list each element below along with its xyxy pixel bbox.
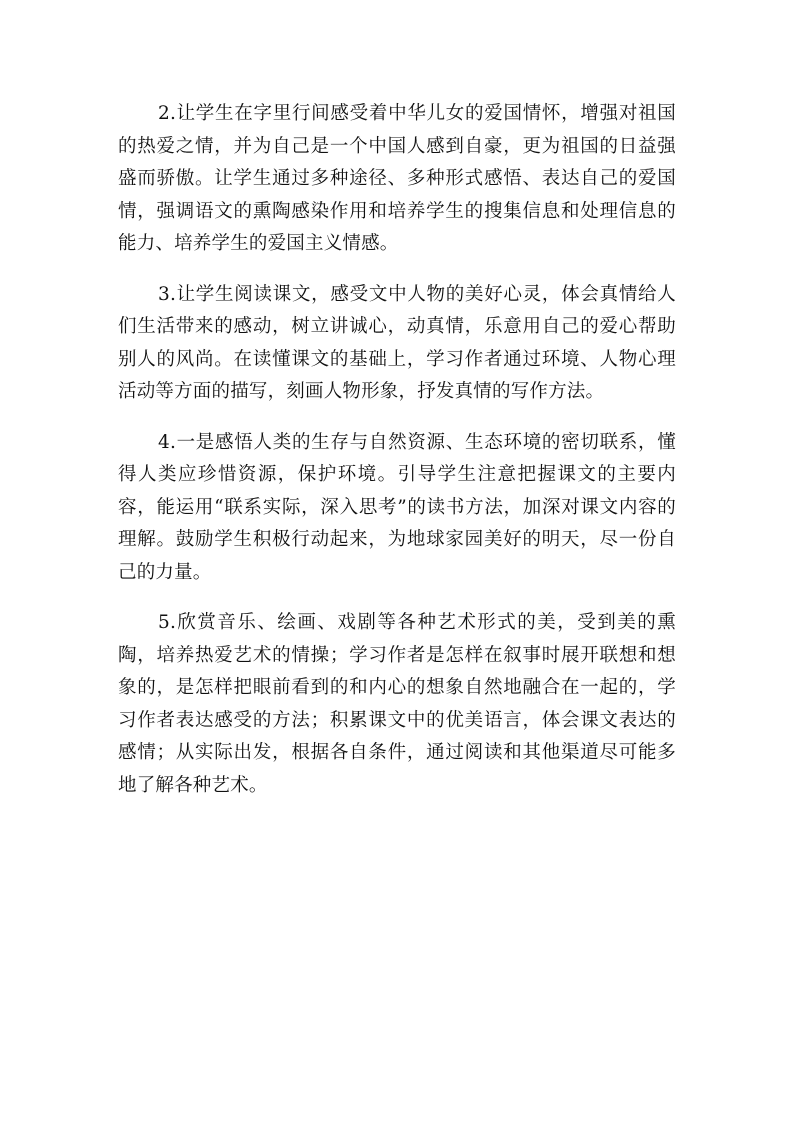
paragraph-5: 5.欣赏音乐、绘画、戏剧等各种艺术形式的美，受到美的熏陶，培养热爱艺术的情操；学习作者是怎样在叙事时展开联想和想象的，是怎样把眼前看到的和内心的想象自然地融合在一起的，学习作者表达感受的方法；积累课文中的优美语言，体会课文表达的感情；从实际出发，根据各自条件，通过阅读和其他渠道尽可能多地了解各种艺术。	[118, 612, 676, 796]
paragraph-3: 3.让学生阅读课文，感受文中人物的美好心灵，体会真情给人们生活带来的感动，树立讲诚心，动真情，乐意用自己的爱心帮助别人的风尚。在读懂课文的基础上，学习作者通过环境、人物心理活动等方面的描写，刻画人物形象，抒发真情的写作方法。	[118, 283, 676, 402]
paragraph-2: 2.让学生在字里行间感受着中华儿女的爱国情怀，增强对祖国的热爱之情，并为自己是一个中国人感到自豪，更为祖国的日益强盛而骄傲。让学生通过多种途径、多种形式感悟、表达自己的爱国情，强调语文的熏陶感染作用和培养学生的搜集信息和处理信息的能力、培养学生的爱国主义情感。	[118, 103, 676, 254]
paragraph-4: 4.一是感悟人类的生存与自然资源、生态环境的密切联系，懂得人类应珍惜资源，保护环境。引导学生注意把握课文的主要内容，能运用“联系实际，深入思考”的读书方法，加深对课文内容的理解。鼓励学生积极行动起来，为地球家园美好的明天，尽一份自己的力量。	[118, 431, 676, 583]
